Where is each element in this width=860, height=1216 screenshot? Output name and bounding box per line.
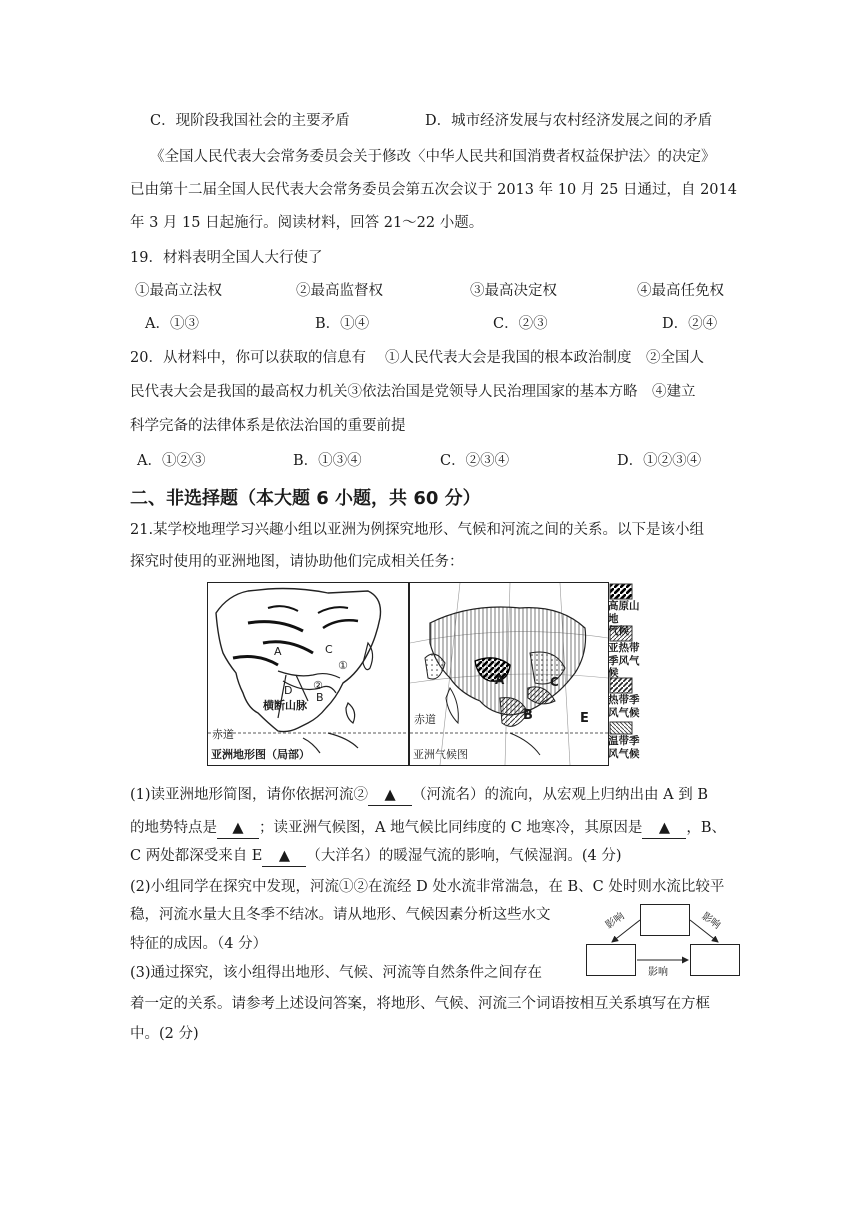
legend-label-temperate: 温带季 风气候: [608, 735, 640, 760]
arrow-label-left: 影响: [603, 910, 627, 932]
terrain-label-d: D: [284, 684, 293, 697]
q21-part1-line: 的地势特点是 ▲ ；读亚洲气候图，A 地气候比同纬度的 C 地寒冷，其原因是 ▲ ，B、: [130, 818, 726, 839]
q19-option-b: B．①④: [315, 316, 370, 332]
climate-map-drawing: [410, 583, 608, 765]
climate-label-e: E: [580, 711, 589, 726]
q21-part3-line: 着一定的关系。请参考上述设问答案，将地形、气候、河流三个词语按相互关系填写在方框: [130, 996, 710, 1012]
material-line: 《全国人民代表大会常务委员会关于修改〈中华人民共和国消费者权益保护法〉的决定》: [150, 149, 716, 165]
q18-option-d: D．城市经济发展与农村经济发展之间的矛盾: [425, 113, 713, 129]
answer-box-right[interactable]: [690, 944, 740, 976]
answer-blank-reason[interactable]: ▲: [642, 818, 686, 839]
legend-label-tropical: 热带季 风气候: [608, 694, 640, 719]
arrow-label-bottom: 影响: [648, 967, 668, 978]
section-title: 二、非选择题（本大题 6 小题，共 60 分）: [130, 488, 481, 509]
answer-box-left[interactable]: [586, 944, 636, 976]
terrain-label-c: C: [325, 643, 333, 656]
material-line: 已由第十二届全国人民代表大会常务委员会第五次会议于 2013 年 10 月 25 日通过，自 2014: [130, 182, 737, 198]
legend-swatch-temperate: [610, 722, 632, 734]
legend-label-highland: 高原山地 气候: [608, 600, 640, 637]
q20-option-c: C．②③④: [440, 453, 510, 469]
terrain-label-river-2: ②: [313, 679, 323, 692]
answer-blank-ocean[interactable]: ▲: [262, 846, 306, 867]
q19-option-c: C．②③: [493, 316, 548, 332]
q19-item: ①最高立法权: [135, 283, 222, 299]
terrain-map-caption: 亚洲地形图（局部）: [211, 748, 310, 761]
asia-climate-map: [409, 582, 609, 766]
hengduan-mountains-label: 横断山脉: [263, 699, 307, 712]
q18-option-c: C．现阶段我国社会的主要矛盾: [150, 113, 350, 129]
terrain-label-river-1: ①: [338, 659, 348, 672]
q19-option-a: A．①③: [145, 316, 199, 332]
q20-text: 20．从材料中，你可以获取的信息有 ①人民代表大会是我国的根本政治制度 ②全国人: [130, 350, 705, 366]
legend-swatch-highland: [610, 584, 632, 599]
material-line: 年 3 月 15 日起施行。阅读材料，回答 21～22 小题。: [130, 215, 484, 231]
answer-blank-terrain[interactable]: ▲: [217, 818, 259, 839]
q21-part2-line: 特征的成因。（4 分）: [130, 936, 268, 952]
q21-intro: 21.某学校地理学习兴趣小组以亚洲为例探究地形、气候和河流之间的关系。以下是该小组: [130, 522, 705, 538]
q19-option-d: D．②④: [662, 316, 718, 332]
q20-option-a: A．①②③: [137, 453, 206, 469]
q21-intro: 探究时使用的亚洲地图，请协助他们完成相关任务：: [130, 554, 464, 570]
q21-part2-line: (2)小组同学在探究中发现，河流①②在流经 D 处水流非常湍急，在 B、C 处时则水流比较平: [130, 879, 725, 895]
q21-part1-line: (1)读亚洲地形简图，请你依据河流② ▲ （河流名）的流向，从宏观上归纳出由 A 到 B: [130, 785, 708, 806]
terrain-map-drawing: [208, 583, 408, 765]
q21-part3-line: (3)通过探究，该小组得出地形、气候、河流等自然条件之间存在: [130, 965, 543, 981]
terrain-label-a: A: [274, 645, 282, 658]
answer-box-top[interactable]: [640, 904, 690, 936]
equator-label: 赤道: [212, 728, 234, 741]
q19-stem: 19．材料表明全国人大行使了: [130, 250, 323, 266]
legend-swatch-tropical: [610, 678, 632, 693]
terrain-label-b: B: [316, 691, 324, 704]
answer-blank-river[interactable]: ▲: [368, 785, 412, 806]
q19-item: ④最高任免权: [637, 283, 724, 299]
climate-label-a: A: [495, 673, 505, 687]
climate-label-c: C: [550, 675, 559, 689]
relationship-diagram: [580, 900, 750, 980]
legend-label-subtropical: 亚热带 季风气候: [608, 642, 640, 679]
q20-text: 科学完备的法律体系是依法治国的重要前提: [130, 418, 406, 434]
q21-part1-line: C 两处都深受来自 E ▲ （大洋名）的暖湿气流的影响，气候湿润。(4 分): [130, 846, 622, 867]
asia-terrain-map: [207, 582, 409, 766]
arrow-label-right: 影响: [699, 910, 723, 932]
climate-legend: [608, 582, 658, 764]
q20-option-b: B．①③④: [293, 453, 362, 469]
climate-label-b: B: [523, 708, 533, 723]
equator-label: 赤道: [414, 713, 436, 726]
q20-text: 民代表大会是我国的最高权力机关③依法治国是党领导人民治理国家的基本方略 ④建立: [130, 384, 696, 400]
q21-part3-line: 中。(2 分): [130, 1026, 199, 1042]
q19-item: ②最高监督权: [296, 283, 383, 299]
q21-part2-line: 稳，河流水量大且冬季不结冰。请从地形、气候因素分析这些水文: [130, 907, 551, 923]
q19-item: ③最高决定权: [470, 283, 557, 299]
climate-map-caption: 亚洲气候图: [413, 748, 468, 761]
q20-option-d: D．①②③④: [617, 453, 702, 469]
